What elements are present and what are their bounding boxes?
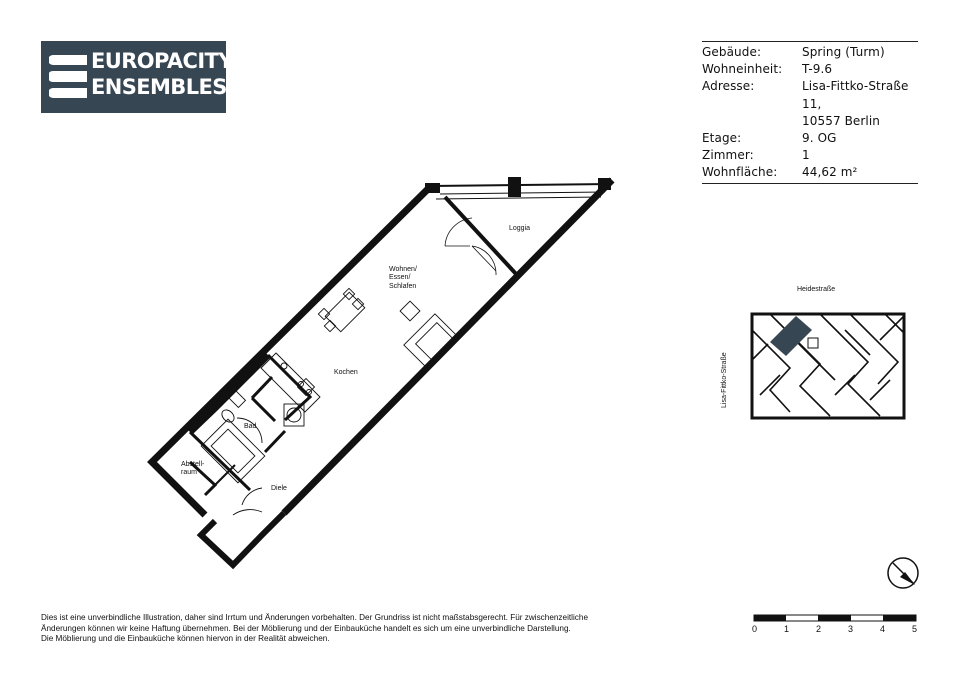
- site-plan: [721, 286, 904, 418]
- facade-line-3: [436, 197, 601, 199]
- scale-tick-5: 5: [912, 624, 918, 634]
- info-label: Wohneinheit:: [702, 62, 783, 77]
- room-label-kochen: Kochen: [334, 369, 358, 376]
- disclaimer-line: Dies ist eine unverbindliche Illustration, daher sind Irrtum und Änderungen vorbehalten. Der Grundriss ist nicht maßstabsgerecht. Für zwischenzeitliche: [41, 613, 589, 622]
- entry-wall: [201, 513, 284, 565]
- room-label-wohnen-2: Essen/: [389, 274, 411, 281]
- column: [425, 183, 440, 193]
- scale-tick-3: 3: [848, 624, 854, 634]
- info-label: Gebäude:: [702, 45, 762, 59]
- info-value: Lisa-Fittko-Straße 11, 10557 Berlin: [802, 79, 909, 128]
- info-value: Spring (Turm): [802, 45, 885, 59]
- living-furniture: [318, 288, 456, 366]
- info-value: T-9.6: [802, 62, 833, 77]
- info-label: Etage:: [702, 131, 742, 146]
- room-label-diele: Diele: [271, 485, 287, 492]
- apartment-walls: [152, 180, 612, 565]
- info-value: 1: [802, 148, 810, 163]
- facade-line: [431, 184, 612, 186]
- info-value: 9. OG: [802, 131, 837, 146]
- street-label-lisa-fittko: Lisa-Fittko-Straße: [721, 352, 728, 408]
- room-label-wohnen-1: Wohnen/: [389, 266, 417, 273]
- column: [598, 178, 611, 190]
- room-label-abstell-2: raum: [181, 469, 197, 476]
- site-outline: [752, 314, 904, 418]
- room-label-loggia: Loggia: [509, 225, 531, 232]
- disclaimer-line: Änderungen können wir keine Haftung übernehmen. Bei der Möblierung und der Einbauküche handelt es sich um eine unverbindliche Darstellung.: [41, 623, 571, 633]
- scale-tick-2: 2: [816, 624, 822, 634]
- info-label: Adresse:: [702, 79, 755, 94]
- north-compass-icon: [888, 558, 918, 588]
- scale-tick-1: 1: [784, 624, 790, 634]
- facade-line-2: [440, 192, 605, 194]
- site-buildings: [752, 314, 904, 416]
- room-label-wohnen-3: Schlafen: [389, 283, 417, 290]
- logo-text-line1: EUROPACITY: [91, 49, 233, 73]
- disclaimer-line: Die Möblierung und die Einbauküche können hiervon in der Realität abweichen.: [41, 634, 330, 643]
- info-label: Wohnfläche:: [702, 165, 778, 180]
- info-value: 44,62 m²: [802, 165, 858, 180]
- scale-bar: [752, 615, 917, 634]
- room-label-bad: Bad: [244, 423, 257, 430]
- info-label: Zimmer:: [702, 148, 754, 163]
- loggia-divider-wall: [445, 197, 517, 275]
- logo-text-line2: ENSEMBLES: [91, 75, 227, 99]
- site-unit-core: [808, 338, 818, 348]
- disclaimer-text: [41, 613, 641, 645]
- scale-tick-4: 4: [880, 624, 886, 634]
- exterior-wall-right: [284, 180, 612, 513]
- column: [508, 177, 521, 197]
- street-label-heidestrasse: Heidestraße: [797, 286, 836, 293]
- scale-tick-0: 0: [752, 624, 758, 634]
- room-label-abstell-1: Abstell-: [181, 461, 205, 468]
